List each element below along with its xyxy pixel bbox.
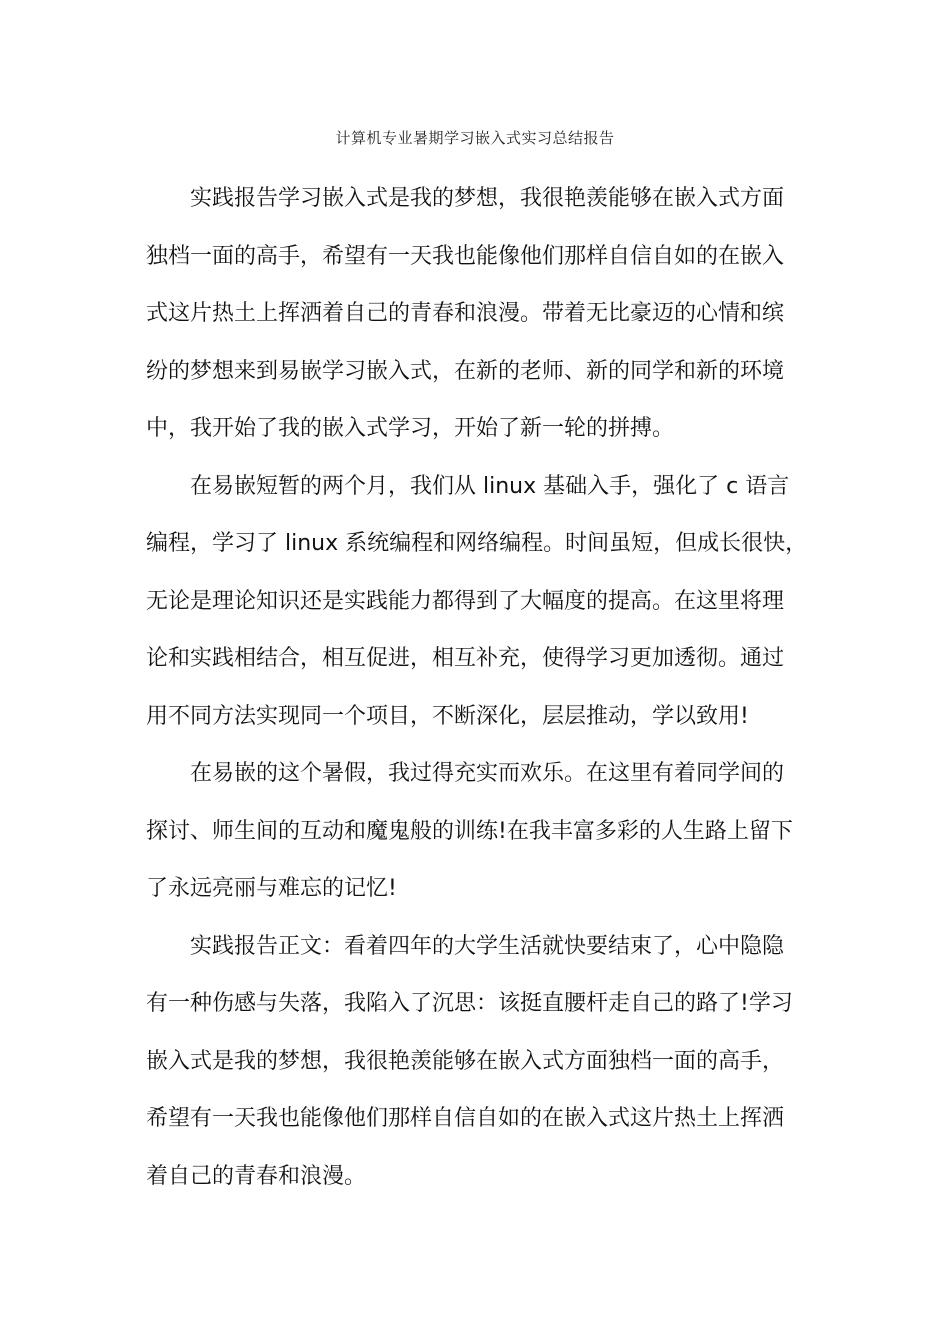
paragraph-line: 论和实践相结合，相互促进，相互补充，使得学习更加透彻。通过	[146, 646, 785, 671]
paragraph-line: 编程，学习了 linux 系统编程和网络编程。时间虽短，但成长很快，	[146, 531, 808, 556]
document-title: 计算机专业暑期学习嵌入式实习总结报告	[335, 129, 615, 147]
paragraph-3	[146, 745, 808, 918]
paragraph-line: 探讨、师生间的互动和魔鬼般的训练!在我丰富多彩的人生路上留下	[146, 818, 793, 844]
paragraph-2	[146, 458, 808, 746]
paragraph-line: 式这片热土上挥洒着自己的青春和浪漫。带着无比豪迈的心情和缤	[146, 301, 785, 326]
paragraph-line: 独档一面的高手，希望有一天我也能像他们那样自信自如的在嵌入	[146, 243, 785, 269]
paragraph-line: 纷的梦想来到易嵌学习嵌入式，在新的老师、新的同学和新的环境	[146, 358, 785, 384]
paragraph-line: 实践报告正文：看着四年的大学生活就快要结束了，心中隐隐	[190, 933, 785, 959]
document-body	[146, 170, 808, 1205]
paragraph-line: 了永远亮丽与难忘的记忆!	[146, 876, 397, 901]
paragraph-line: 实践报告学习嵌入式是我的梦想，我很艳羡能够在嵌入式方面	[190, 186, 785, 211]
paragraph-line: 在易嵌的这个暑假，我过得充实而欢乐。在这里有着同学间的	[190, 761, 785, 786]
paragraph-1	[146, 170, 808, 458]
paragraph-line: 无论是理论知识还是实践能力都得到了大幅度的提高。在这里将理	[146, 588, 785, 614]
paragraph-line: 中，我开始了我的嵌入式学习，开始了新一轮的拼搏。	[146, 416, 675, 441]
paragraph-line: 希望有一天我也能像他们那样自信自如的在嵌入式这片热土上挥洒	[146, 1106, 785, 1131]
paragraph-line: 着自己的青春和浪漫。	[146, 1163, 367, 1189]
paragraph-line: 在易嵌短暂的两个月，我们从 linux 基础入手，强化了 c 语言	[190, 473, 790, 499]
paragraph-4	[146, 918, 808, 1206]
paragraph-line: 嵌入式是我的梦想，我很艳羡能够在嵌入式方面独档一面的高手，	[146, 1048, 785, 1074]
paragraph-line: 用不同方法实现同一个项目，不断深化，层层推动，学以致用!	[146, 703, 749, 729]
paragraph-line: 有一种伤感与失落，我陷入了沉思：该挺直腰杆走自己的路了!学习	[146, 991, 793, 1016]
